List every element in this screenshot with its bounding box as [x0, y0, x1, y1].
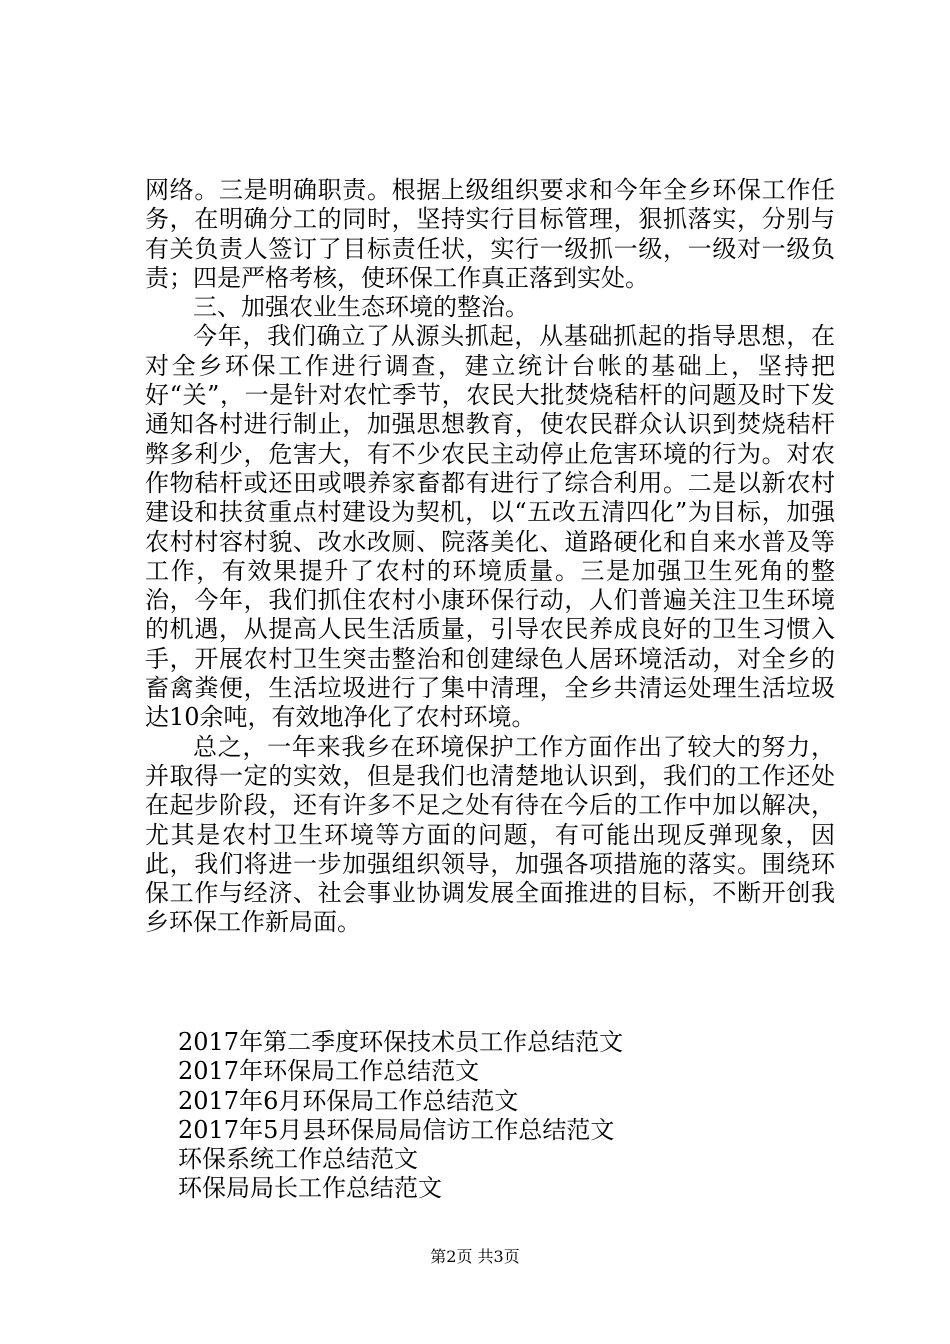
paragraph-network: 网络。三是明确职责。根据上级组织要求和今年全乡环保工作任务，在明确分工的同时，坚持实行目标管理，狠抓落实，分别与有关负责人签订了目标责任状，实行一级抓一级，一级对一级负责；四是严格考核，使环保工作真正落到实处。	[145, 176, 835, 292]
document-body	[145, 176, 835, 938]
related-article-link[interactable]: 环保系统工作总结范文	[178, 1145, 418, 1174]
related-article-link[interactable]: 2017年5月县环保局局信访工作总结范文	[178, 1115, 615, 1144]
related-article-link[interactable]: 2017年6月环保局工作总结范文	[178, 1086, 519, 1115]
related-article-link[interactable]: 2017年环保局工作总结范文	[178, 1057, 480, 1086]
related-article-link[interactable]: 2017年第二季度环保技术员工作总结范文	[178, 1028, 624, 1056]
section-heading-3: 三、加强农业生态环境的整治。	[193, 293, 529, 322]
related-article-link[interactable]: 环保局局长工作总结范文	[178, 1174, 442, 1203]
paragraph-this-year: 今年，我们确立了从源头抓起，从基础抓起的指导思想，在对全乡环保工作进行调查，建立统计台帐的基础上，坚持把好“关”，一是针对农忙季节，农民大批焚烧秸杆的问题及时下发通知各村进行制止，加强思想教育，使农民群众认识到焚烧秸杆弊多利少，危害大，有不少农民主动停止危害环境的行为。对农作物秸杆或还田或喂养家畜都有进行了综合利用。二是以新农村建设和扶贫重点村建设为契机，以“五改五清四化”为目标，加强农村村容村貌、改水改厕、院落美化、道路硬化和自来水普及等工作，有效果提升了农村的环境质量。三是加强卫生死角的整治，今年，我们抓住农村小康环保行动，人们普遍关注卫生环境的机遇，从提高人民生活质量，引导农民养成良好的卫生习惯入手，开展农村卫生突击整治和创建绿色人居环境活动，对全乡的畜禽粪便，生活垃圾进行了集中清理，全乡共清运处理生活垃圾达10余吨，有效地净化了农村环境。	[145, 322, 835, 732]
paragraph-summary: 总之，一年来我乡在环境保护工作方面作出了较大的努力，并取得一定的实效，但是我们也清楚地认识到，我们的工作还处在起步阶段，还有许多不足之处有待在今后的工作中加以解决，尤其是农村卫生环境等方面的问题，有可能出现反弹现象，因此，我们将进一步加强组织领导，加强各项措施的落实。围绕环保工作与经济、社会事业协调发展全面推进的目标，不断开创我乡环保工作新局面。	[145, 732, 835, 937]
related-articles-list	[178, 1028, 623, 1204]
page-number-footer: 第2页 共3页	[430, 1247, 520, 1266]
